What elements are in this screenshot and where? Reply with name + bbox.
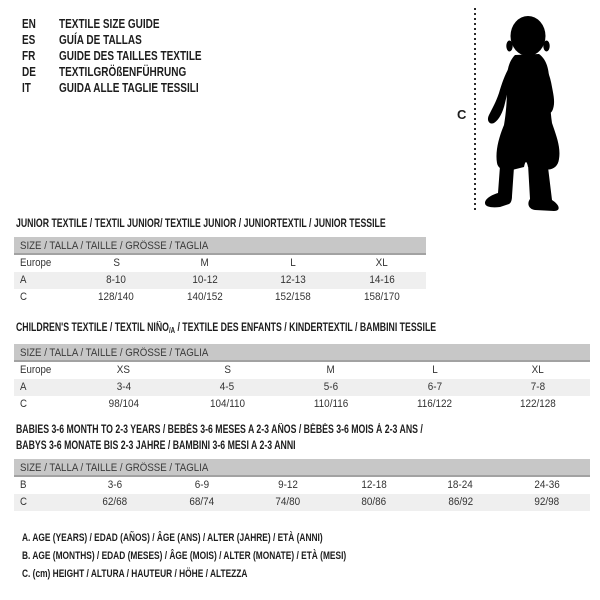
size-cell: 152/158 <box>275 291 312 303</box>
children-table-title: CHILDREN'S TEXTILE / TEXTIL NIÑO/A / TEXTILE DES ENFANTS / KINDERTEXTIL / BAMBINI TESSILE <box>16 322 437 335</box>
table-row <box>14 477 590 494</box>
size-cell: 86/92 <box>448 496 473 508</box>
height-dotted-line <box>474 8 476 212</box>
size-cell: 8-10 <box>106 274 127 286</box>
legend-line-b: B. AGE (MONTHS) / EDAD (MESES) / ÂGE (MOIS) / ALTER (MONATE) / ETÀ (MESI) <box>22 550 347 562</box>
size-cell: 116/122 <box>417 398 453 410</box>
table-row <box>14 379 590 396</box>
size-cell: 140/152 <box>186 291 223 303</box>
language-code: EN <box>22 17 36 31</box>
size-cell: XS <box>117 364 131 376</box>
size-cell: 6-9 <box>194 479 209 491</box>
size-cell: 3-6 <box>107 479 123 491</box>
size-cell: S <box>224 364 231 376</box>
row-label: C <box>20 496 27 508</box>
size-cell: 122/128 <box>520 398 557 410</box>
size-cell: 14-16 <box>369 274 395 286</box>
language-code: DE <box>22 65 36 79</box>
size-cell: 110/116 <box>313 398 349 410</box>
legend <box>22 529 449 583</box>
children-table <box>14 344 590 413</box>
row-label: Europe <box>20 364 52 376</box>
language-code: ES <box>22 33 36 47</box>
legend-line-a: A. AGE (YEARS) / EDAD (AÑOS) / ÂGE (ANS) / ALTER (JAHRE) / ETÀ (ANNI) <box>22 532 323 544</box>
size-cell: 158/170 <box>363 291 400 303</box>
size-cell: 104/110 <box>209 398 245 410</box>
junior-table-title: JUNIOR TEXTILE / TEXTIL JUNIOR/ TEXTILE JUNIOR / JUNIORTEXTIL / JUNIOR TESSILE <box>16 218 386 230</box>
size-cell: M <box>326 364 336 376</box>
babies-table-title-line2: BABYS 3-6 MONATE BIS 2-3 JAHRE / BAMBINI 3-6 MESI A 2-3 ANNI <box>16 440 296 452</box>
table-row <box>14 396 590 413</box>
size-cell: 98/104 <box>108 398 139 410</box>
language-label: TEXTILE SIZE GUIDE <box>59 17 160 31</box>
size-header-bar: SIZE / TALLA / TAILLE / GRÖSSE / TAGLIA <box>14 459 590 477</box>
table-row <box>14 255 426 272</box>
row-label: C <box>20 398 27 410</box>
baby-silhouette-icon <box>482 9 572 211</box>
size-cell: 9-12 <box>277 479 298 491</box>
size-header-bar: SIZE / TALLA / TAILLE / GRÖSSE / TAGLIA <box>14 344 590 362</box>
legend-line-c: C. (cm) HEIGHT / ALTURA / HAUTEUR / HÖHE / ALTEZZA <box>22 568 248 580</box>
language-label: GUÍA DE TALLAS <box>59 33 142 47</box>
height-measure-label: C <box>457 107 467 122</box>
size-cell: 6-7 <box>427 381 442 393</box>
size-cell: M <box>200 257 209 269</box>
language-label: GUIDE DES TAILLES TEXTILE <box>59 49 202 63</box>
size-cell: 74/80 <box>275 496 301 508</box>
size-cell: L <box>290 257 297 269</box>
size-cell: 4-5 <box>220 381 235 393</box>
language-label: GUIDA ALLE TAGLIE TESSILI <box>59 81 199 95</box>
row-label: A <box>20 381 27 393</box>
row-label: C <box>20 291 27 303</box>
size-cell: XL <box>532 364 545 376</box>
size-cell: 24-36 <box>534 479 560 491</box>
table-row <box>14 362 590 379</box>
size-cell: 62/68 <box>102 496 128 508</box>
size-cell: 12-18 <box>361 479 387 491</box>
language-code: FR <box>22 49 36 63</box>
size-cell: 5-6 <box>323 381 339 393</box>
language-label: TEXTILGRÖßENFÜHRUNG <box>59 65 187 79</box>
table-row <box>14 289 426 306</box>
size-cell: 80/86 <box>361 496 387 508</box>
size-cell: XL <box>375 257 388 269</box>
title-subscript: /A <box>168 326 176 335</box>
size-header-bar: SIZE / TALLA / TAILLE / GRÖSSE / TAGLIA <box>14 237 426 255</box>
size-cell: 128/140 <box>98 291 135 303</box>
size-cell: 18-24 <box>447 479 474 491</box>
table-row <box>14 494 590 511</box>
size-cell: L <box>431 364 438 376</box>
junior-table <box>14 237 426 306</box>
table-row <box>14 272 426 289</box>
babies-table-title-line1: BABIES 3-6 MONTH TO 2-3 YEARS / BEBÉS 3-6 MESES A 2-3 AÑOS / BÉBÉS 3-6 MOIS À 2-3 ANS / <box>16 424 423 436</box>
babies-table <box>14 459 590 511</box>
size-cell: 92/98 <box>534 496 560 508</box>
size-cell: 7-8 <box>531 381 546 393</box>
size-cell: S <box>112 257 120 269</box>
row-label: A <box>20 274 27 286</box>
size-cell: 3-4 <box>116 381 131 393</box>
size-cell: 10-12 <box>192 274 218 286</box>
language-code: IT <box>22 81 31 95</box>
row-label: B <box>20 479 27 491</box>
size-cell: 68/74 <box>189 496 214 508</box>
row-label: Europe <box>20 257 52 269</box>
size-cell: 12-13 <box>280 274 306 286</box>
